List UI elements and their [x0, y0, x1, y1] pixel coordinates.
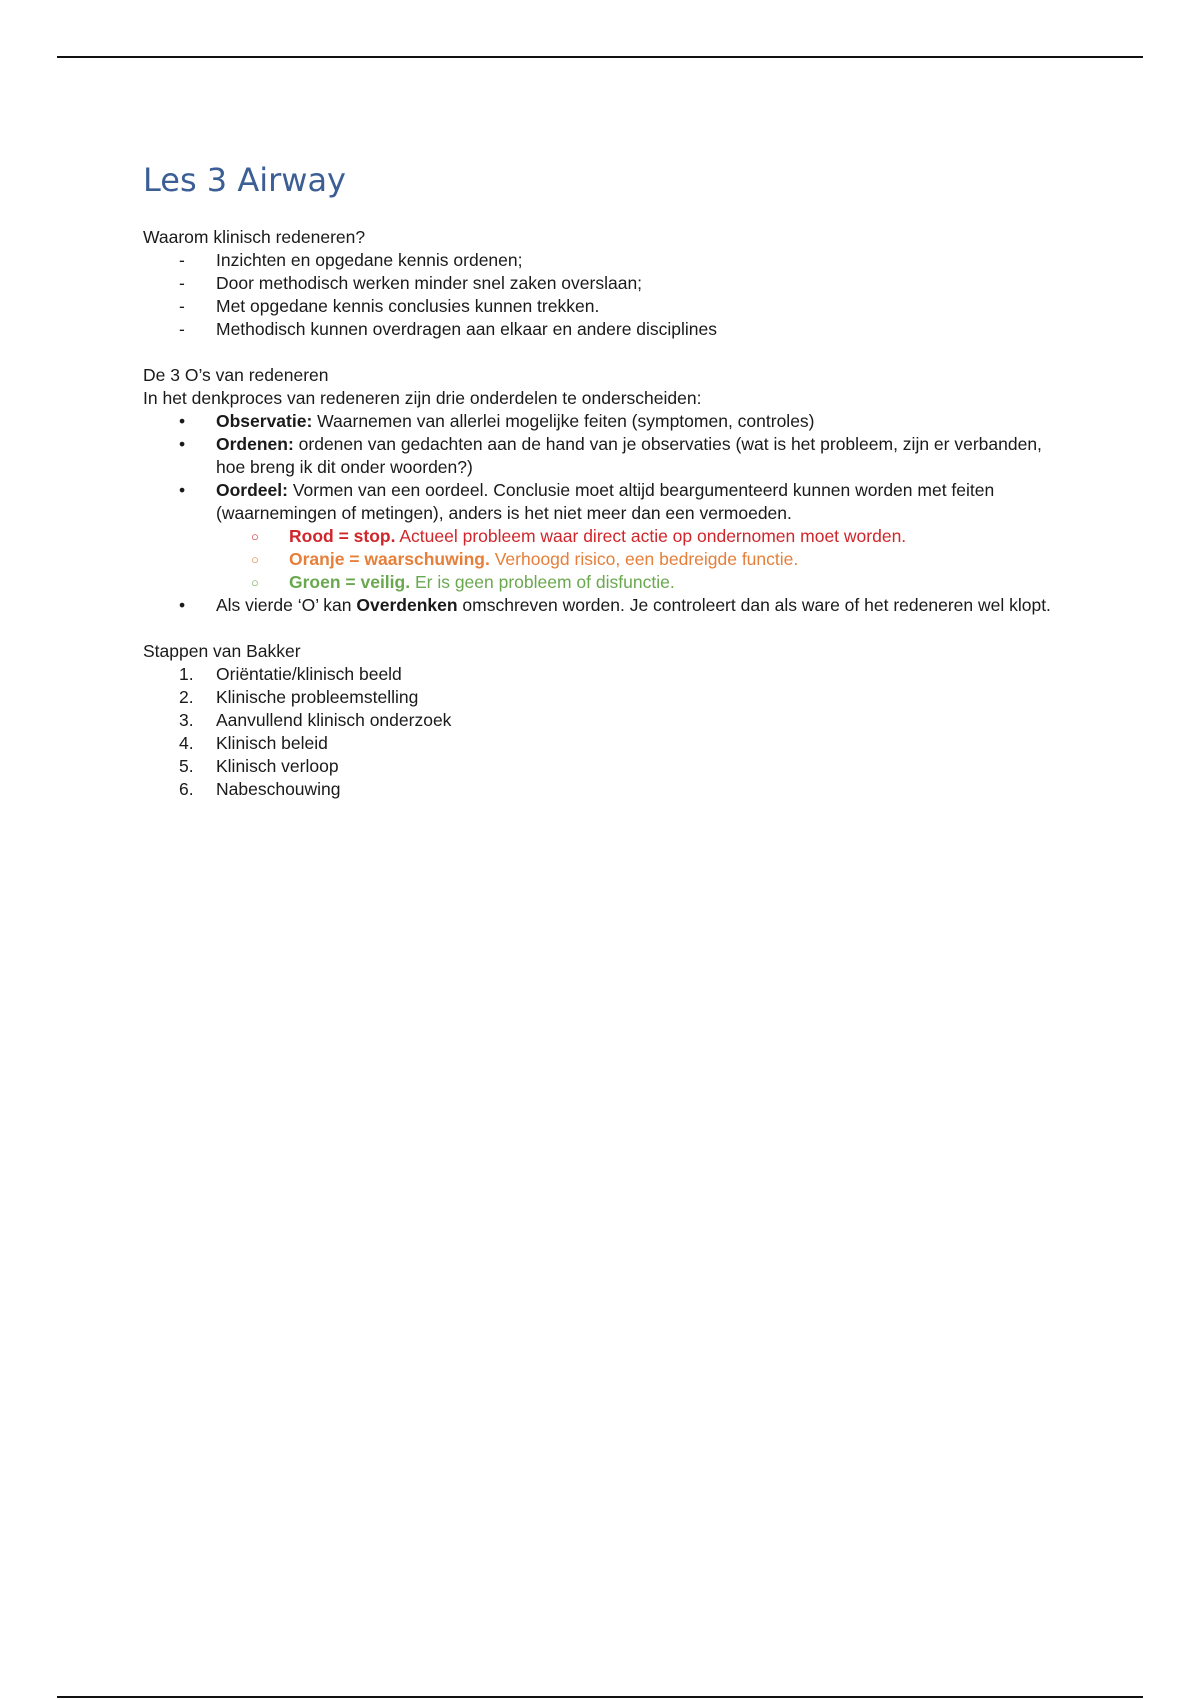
list-item-groen: ○ Groen = veilig. Er is geen probleem of disfunctie.: [251, 572, 675, 592]
bullet-list: [143, 410, 1063, 525]
number-marker: 2.: [179, 687, 194, 707]
dash-marker: -: [179, 273, 185, 293]
bullet-marker: •: [179, 411, 186, 431]
list-item: - Met opgedane kennis conclusies kunnen trekken.: [179, 296, 600, 316]
document-body: [143, 160, 1063, 824]
color-code-list: [143, 525, 1063, 594]
section-heading: Stappen van Bakker: [143, 641, 301, 661]
number-marker: 5.: [179, 756, 194, 776]
bullet-marker: •: [179, 434, 186, 454]
list-item: 3. Aanvullend klinisch onderzoek: [179, 710, 452, 730]
header-rule: [57, 56, 1143, 58]
list-item: 1. Oriëntatie/klinisch beeld: [179, 664, 402, 684]
list-item: - Methodisch kunnen overdragen aan elkaar en andere disciplines: [179, 319, 718, 339]
dash-marker: -: [179, 296, 185, 316]
list-item: 4. Klinisch beleid: [179, 733, 328, 753]
section-heading: De 3 O’s van redeneren: [143, 365, 329, 385]
bullet-marker: •: [179, 480, 186, 500]
dash-marker: -: [179, 319, 185, 339]
dash-list: [143, 249, 1063, 341]
numbered-list: [143, 663, 1063, 801]
section-3-os: [143, 364, 1063, 617]
list-item: 5. Klinisch verloop: [179, 756, 339, 776]
circle-marker: ○: [251, 529, 259, 544]
number-marker: 3.: [179, 710, 194, 730]
number-marker: 4.: [179, 733, 194, 753]
list-item: • Observatie: Waarnemen van allerlei mogelijke feiten (symptomen, controles): [179, 411, 815, 431]
page-title: Les 3 Airway: [143, 161, 346, 199]
footer-rule: [57, 1696, 1143, 1698]
list-item: • Oordeel: Vormen van een oordeel. Conclusie moet altijd beargumenteerd kunnen worden met feiten (waarnemingen of metingen), anders is het niet meer dan een vermoeden.: [179, 480, 995, 523]
bullet-marker: •: [179, 595, 186, 615]
list-item-oranje: ○ Oranje = waarschuwing. Verhoogd risico, een bedreigde functie.: [251, 549, 799, 569]
number-marker: 6.: [179, 779, 194, 799]
section-heading: Waarom klinisch redeneren?: [143, 227, 366, 247]
list-item: 2. Klinische probleemstelling: [179, 687, 419, 707]
dash-marker: -: [179, 250, 185, 270]
list-item: • Als vierde ‘O’ kan Overdenken omschreven worden. Je controleert dan als ware of het redeneren wel klopt.: [179, 595, 1051, 615]
list-item: 6. Nabeschouwing: [179, 779, 341, 799]
circle-marker: ○: [251, 575, 259, 590]
section-waarom: [143, 226, 1063, 341]
list-item: - Door methodisch werken minder snel zaken overslaan;: [179, 273, 643, 293]
list-item: • Ordenen: ordenen van gedachten aan de hand van je observaties (wat is het probleem, zijn er verbanden, hoe breng ik dit onder woorden?): [179, 434, 1042, 477]
circle-marker: ○: [251, 552, 259, 567]
list-item-rood: ○ Rood = stop. Actueel probleem waar direct actie op ondernomen moet worden.: [251, 526, 907, 546]
section-bakker: [143, 640, 1063, 801]
number-marker: 1.: [179, 664, 194, 684]
list-item: - Inzichten en opgedane kennis ordenen;: [179, 250, 523, 270]
section-intro: In het denkproces van redeneren zijn drie onderdelen te onderscheiden:: [143, 388, 702, 408]
bullet-list: [143, 594, 1063, 617]
